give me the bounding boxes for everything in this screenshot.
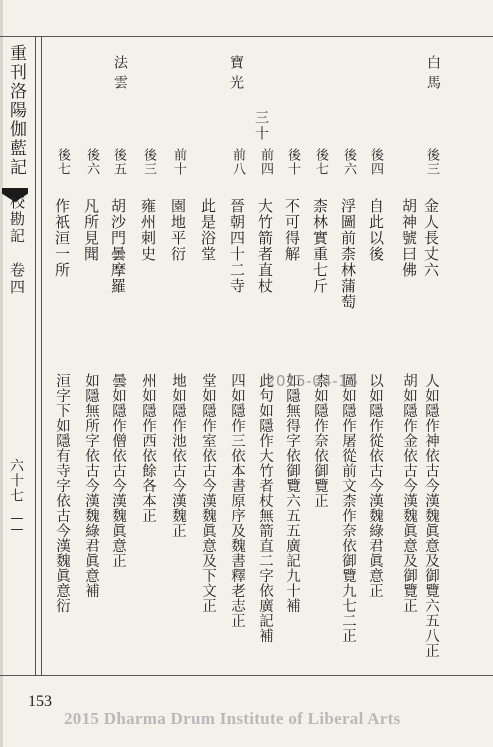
section-bao-guang: 寶光 (228, 55, 244, 95)
bottom-rule (0, 675, 493, 676)
col11-headword: 雍州刺史 (139, 198, 157, 262)
margin-rule-inner (35, 36, 36, 676)
col12-ref: 後五 (111, 148, 126, 176)
col2-note: 胡如隱作金依古今漢魏眞意及御覽正 (401, 373, 417, 613)
col3-headword: 自此以後 (367, 198, 385, 262)
margin-rule-outer (41, 36, 42, 676)
col8-ref: 前八 (230, 148, 245, 176)
col13-note: 如隱無所字依古今漢魏綠君眞意補 (83, 373, 99, 598)
page-edge (0, 0, 3, 747)
col6-note: 如隱無得字依御覽六五五廣記九十補 (284, 373, 300, 613)
col6-ref: 後十 (285, 148, 300, 176)
col7-ref: 前四 (258, 148, 273, 176)
section-baima: 白馬 (425, 55, 441, 95)
col14-headword: 作祇洹一所 (53, 198, 71, 278)
col13-ref: 後六 (84, 148, 99, 176)
col9-note: 堂如隱作室依古今漢魏眞意及下文正 (200, 373, 216, 613)
running-head: 重刊洛陽伽藍記 (6, 44, 26, 177)
col10-ref: 前十 (171, 148, 186, 176)
col12-headword: 胡沙門曇摩羅 (109, 198, 127, 294)
col11-note: 州如隱作西依餘各本正 (140, 373, 156, 523)
col10-headword: 園地平衍 (169, 198, 187, 262)
col2-headword: 胡神號曰佛 (400, 198, 418, 278)
top-rule (0, 36, 493, 37)
col7-note: 此句如隱作大竹者杖無箭直二字依廣記補 (257, 373, 273, 643)
page-number: 153 (28, 693, 52, 710)
col5-headword: 柰林實重七斤 (311, 198, 329, 294)
col1-note: 人如隱作神依古今漢魏眞意及御覽六五八正 (423, 373, 439, 658)
section-sanshi: 三十 (253, 110, 269, 142)
col10-note: 地如隱作池依古今漢魏正 (170, 373, 186, 538)
col14-note: 洹字下如隱有寺字依古今漢魏眞意衍 (54, 373, 70, 613)
col3-ref: 後四 (368, 148, 383, 176)
col9-headword: 此是浴堂 (199, 198, 217, 262)
col5-ref: 後七 (313, 148, 328, 176)
col3-note: 以如隱作從依古今漢魏綠君眞意正 (367, 373, 383, 598)
section-fa-yun: 法雲 (112, 55, 128, 95)
col6-headword: 不可得解 (283, 198, 301, 262)
date-stamp: 2015-04-16 (266, 372, 359, 390)
watermark: 2015 Dharma Drum Institute of Liberal Arts (64, 709, 401, 728)
folio-number: 六十七 (8, 458, 24, 503)
col11-ref: 後三 (141, 148, 156, 176)
col12-note: 曇如隱作僧依古今漢魏眞意正 (110, 373, 126, 568)
col1-ref: 後三 (424, 148, 439, 176)
chapter-subhead: 校勘記 卷四 (8, 194, 26, 296)
col4-ref: 後六 (341, 148, 356, 176)
col14-ref: 後七 (55, 148, 70, 176)
col13-headword: 凡所見聞 (82, 198, 100, 262)
col8-note: 四如隱作三依本書原序及魏書釋老志正 (229, 373, 245, 628)
col5-note: 柰如隱作奈依御覽正 (312, 373, 328, 508)
col8-headword: 晉朝四十二寺 (228, 198, 246, 294)
col4-headword: 浮圖前柰林蒲萄 (339, 198, 357, 310)
col4-note: 圖如隱作屠從前文柰作奈依御覽九七二正 (340, 373, 356, 643)
col1-headword: 金人長丈六 (422, 198, 440, 278)
col7-headword: 大竹箭者直杖 (256, 198, 274, 294)
folio-rule (11, 518, 23, 530)
